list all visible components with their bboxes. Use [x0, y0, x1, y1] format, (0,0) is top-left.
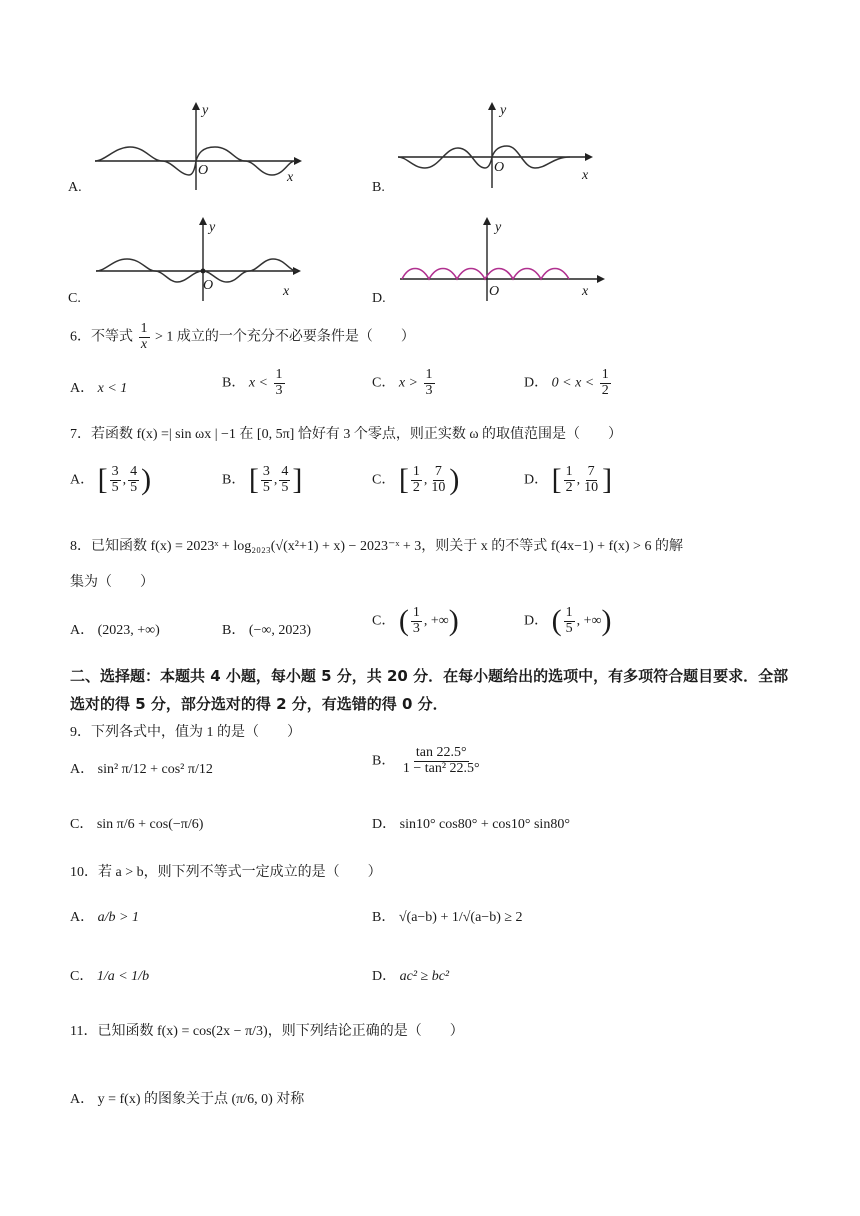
frac-den: 3 — [275, 382, 283, 398]
graph-a-x-label: x — [287, 170, 294, 185]
bracket-close: ] — [602, 463, 613, 497]
q10-option-d[interactable] — [372, 965, 449, 985]
frac-den: 5 — [565, 620, 573, 636]
frac-num: 4 — [281, 464, 289, 479]
frac-num: 3 — [262, 464, 270, 479]
bracket-open: [ — [97, 463, 108, 497]
option-text: y = f(x) 的图象关于点 (π/6, 0) 对称 — [97, 1092, 305, 1107]
frac-den: 3 — [425, 382, 433, 398]
option-label: A． — [70, 1092, 95, 1107]
question-6-prefix: 6．不等式 — [70, 329, 133, 345]
graph-b-x-label: x — [582, 168, 589, 183]
graph-c-origin: O — [203, 278, 214, 293]
q6-option-a[interactable] — [70, 377, 127, 397]
option-text: a/b > 1 — [97, 910, 139, 925]
option-label: B． — [222, 472, 246, 488]
frac-den: 10 — [584, 479, 599, 495]
option-text: √(a−b) + 1/√(a−b) ≥ 2 — [398, 910, 523, 925]
frac-den: 1 − tan² 22.5° — [402, 760, 480, 776]
q7-option-c[interactable]: C． [ $\frac{1}{2}$ , $\frac{7}{10}$ ) — [372, 463, 460, 497]
option-label: D． — [372, 969, 397, 984]
question-6-suffix: > 1 成立的一个充分不必要条件是（ ） — [155, 329, 415, 345]
frac-den: 10 — [431, 479, 446, 495]
option-text: (−∞, 2023) — [248, 623, 312, 638]
q7-option-b[interactable]: B． [ $\frac{3}{5}$ , $\frac{4}{5}$ ] — [222, 463, 303, 497]
graph-c-svg — [93, 213, 308, 303]
q6-option-b[interactable] — [222, 368, 287, 398]
bracket-close: ) — [449, 463, 460, 497]
frac-num: 1 — [425, 367, 433, 382]
option-label: A． — [70, 910, 95, 925]
bracket-open: [ — [551, 463, 562, 497]
frac-num: 7 — [587, 464, 595, 479]
frac-den: 5 — [130, 479, 138, 495]
q7-option-d[interactable]: D． [ $\frac{1}{2}$ , $\frac{7}{10}$ ] — [524, 463, 613, 497]
question-6-frac-num: 1 — [140, 321, 148, 336]
option-label: B． — [372, 910, 396, 925]
frac-den: 5 — [111, 479, 119, 495]
bracket-open: [ — [248, 463, 259, 497]
q11-option-a[interactable] — [70, 1088, 304, 1108]
graph-c-label: C. — [68, 291, 81, 306]
frac-den: 2 — [412, 479, 420, 495]
bracket-close: ] — [292, 463, 303, 497]
graph-b-origin: O — [494, 160, 505, 175]
q10-option-b[interactable] — [372, 906, 523, 926]
frac-num: 1 — [412, 605, 420, 620]
option-label: B． — [222, 375, 246, 391]
graph-c-y-label: y — [209, 220, 216, 235]
frac-num: 1 — [412, 464, 420, 479]
question-8-line2: 集为（ ） — [70, 575, 154, 590]
question-10-stem: 10．若 a > b，则下列不等式一定成立的是（ ） — [70, 865, 382, 880]
option-label: B． — [372, 753, 396, 769]
frac-den: 5 — [281, 479, 289, 495]
bracket-open: [ — [398, 463, 409, 497]
option-label: A． — [70, 623, 95, 638]
frac-num: 1 — [601, 367, 609, 382]
section-2-heading: 二、选择题：本题共 4 小题，每小题 5 分，共 20 分．在每小题给出的选项中，有多项符合题目要求．全部选对的得 5 分，部分选对的得 2 分，有选错的得 0 分． — [70, 667, 789, 713]
bracket-close: ) — [141, 463, 152, 497]
frac-num: 7 — [434, 464, 442, 479]
option-text: x > — [398, 375, 419, 391]
option-text: 0 < x < — [551, 375, 595, 391]
frac-num: 1 — [565, 605, 573, 620]
graph-d-svg — [397, 213, 612, 303]
option-text: sin10° cos80° + cos10° sin80° — [399, 817, 570, 832]
option-text: x < — [248, 375, 269, 391]
graph-a-origin: O — [198, 163, 209, 178]
option-label: C． — [372, 472, 396, 488]
frac-num: 1 — [275, 367, 283, 382]
option-text: (2023, +∞) — [97, 623, 160, 638]
frac-num: 4 — [130, 464, 138, 479]
question-7-stem: 7．若函数 f(x) =| sin ωx | −1 在 [0, 5π] 恰好有 3 个零点，则正实数 ω 的取值范围是（ ） — [70, 427, 623, 442]
option-label: C． — [372, 375, 396, 391]
q9-option-b[interactable] — [372, 746, 484, 776]
q6-option-d[interactable] — [524, 368, 613, 398]
question-6-stem — [70, 322, 415, 352]
option-label: C． — [70, 817, 94, 832]
question-8-line1: 8．已知函数 f(x) = 2023ˣ + log₂₀₂₃(√(x²+1) + x) − 2023⁻ˣ + 3，则关于 x 的不等式 f(4x−1) + f(x) > 6 的解 — [70, 539, 683, 554]
option-text: 1/a < 1/b — [96, 969, 150, 984]
graph-d-label: D. — [372, 291, 386, 306]
question-11-stem: 11．已知函数 f(x) = cos(2x − π/3)，则下列结论正确的是（ ） — [70, 1024, 464, 1039]
question-9-stem: 9．下列各式中，值为 1 的是（ ） — [70, 725, 301, 740]
option-label: D． — [372, 817, 397, 832]
option-label: A． — [70, 762, 95, 777]
frac-den: 2 — [601, 382, 609, 398]
frac-num: tan 22.5° — [415, 745, 467, 760]
option-text: x < 1 — [97, 381, 128, 396]
graph-d-x-label: x — [582, 284, 589, 299]
frac-num: 1 — [565, 464, 573, 479]
option-label: D． — [524, 472, 549, 488]
q8-option-b[interactable] — [222, 619, 311, 639]
option-text: ac² ≥ bc² — [399, 969, 450, 984]
q6-option-c[interactable] — [372, 368, 437, 398]
option-tail: , +∞ — [576, 613, 602, 629]
q8-option-c[interactable]: C． ( $\frac{1}{3}$ , +∞) — [372, 604, 459, 638]
q9-option-a[interactable] — [70, 758, 213, 778]
option-tail: , +∞ — [423, 613, 449, 629]
graph-b-label: B. — [372, 180, 385, 195]
graph-b-svg — [395, 98, 600, 193]
option-label: C． — [372, 613, 396, 629]
frac-den: 2 — [565, 479, 573, 495]
graph-a-y-label: y — [202, 103, 209, 118]
question-6-frac-den: x — [140, 336, 148, 352]
option-label: B． — [222, 623, 246, 638]
graph-b-y-label: y — [500, 103, 507, 118]
q7-option-a[interactable]: A． [ $\frac{3}{5}$ , $\frac{4}{5}$ ) — [70, 463, 152, 497]
frac-den: 3 — [412, 620, 420, 636]
option-label: D． — [524, 375, 549, 391]
option-label: A． — [70, 381, 95, 396]
q8-option-a[interactable] — [70, 619, 160, 639]
option-text: sin π/6 + cos(−π/6) — [96, 817, 204, 832]
frac-den: 5 — [262, 479, 270, 495]
graph-d-origin: O — [489, 284, 500, 299]
option-label: D． — [524, 613, 549, 629]
q10-option-a[interactable] — [70, 906, 139, 926]
option-label: A． — [70, 472, 95, 488]
q8-option-d[interactable]: D． ( $\frac{1}{5}$ , +∞) — [524, 604, 612, 638]
q9-option-d[interactable] — [372, 813, 570, 833]
option-label: C． — [70, 969, 94, 984]
q10-option-c[interactable] — [70, 965, 149, 985]
graph-d-y-label: y — [495, 220, 502, 235]
frac-num: 3 — [111, 464, 119, 479]
option-text: sin² π/12 + cos² π/12 — [97, 762, 213, 777]
q9-option-c[interactable] — [70, 813, 203, 833]
graph-a-label: A. — [68, 180, 82, 195]
graph-c-x-label: x — [283, 284, 290, 299]
